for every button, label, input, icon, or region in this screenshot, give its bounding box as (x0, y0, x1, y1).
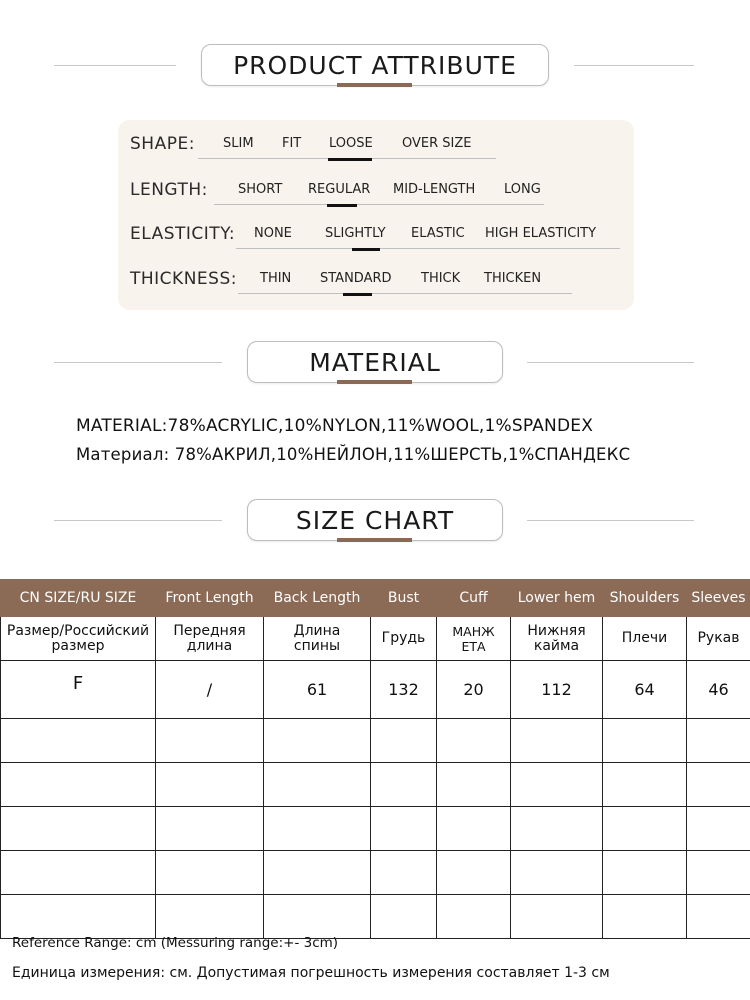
attribute-row-shape (118, 134, 634, 164)
column-header: Bust (371, 580, 437, 617)
table-cell (1, 851, 156, 895)
table-cell (603, 719, 687, 763)
table-cell (687, 807, 750, 851)
column-header-ru (687, 617, 750, 661)
table-cell (437, 851, 511, 895)
column-header-ru (264, 617, 371, 661)
table-cell: 20 (437, 661, 511, 719)
table-cell (437, 807, 511, 851)
table-cell: F (1, 661, 156, 719)
table-cell (1, 895, 156, 939)
table-cell (603, 851, 687, 895)
table-row-empty (1, 895, 750, 939)
attribute-option: THICKEN (484, 271, 542, 286)
column-header-ru-line: Нижняя (527, 622, 586, 639)
reference-note-ru: Единица измерения: см. Допустимая погрешность измерения составляет 1-3 см (12, 965, 610, 981)
column-header-ru (1, 617, 156, 661)
table-row-empty (1, 763, 750, 807)
column-header-ru-line: спины (293, 637, 341, 654)
section-title: PRODUCT ATTRIBUTE (233, 51, 517, 80)
column-header-ru (511, 617, 603, 661)
table-cell (603, 763, 687, 807)
divider (54, 65, 176, 66)
table-cell (156, 807, 264, 851)
table-cell (156, 719, 264, 763)
selected-marker (343, 293, 372, 296)
table-cell (264, 719, 371, 763)
column-header: Sleeves (687, 580, 750, 617)
selected-marker (327, 204, 357, 207)
column-header: Lower hem (511, 580, 603, 617)
section-title-pill (201, 44, 549, 86)
column-header-ru-line: кайма (533, 637, 580, 654)
section-title: SIZE CHART (295, 506, 455, 535)
table-cell: / (156, 661, 264, 719)
attribute-option: NONE (254, 226, 292, 241)
attribute-option-selected: STANDARD (320, 271, 392, 286)
title-underline (337, 83, 412, 87)
table-cell (264, 763, 371, 807)
table-cell (1, 763, 156, 807)
table-cell (371, 807, 437, 851)
column-header-ru-line: Грудь (381, 630, 426, 646)
attribute-option-selected: LOOSE (329, 136, 373, 151)
reference-note-en: Reference Range: cm (Messuring range:+- 3cm) (12, 935, 339, 951)
attribute-option: ELASTIC (411, 226, 465, 241)
table-cell (156, 851, 264, 895)
selected-marker (328, 158, 372, 161)
table-cell: 112 (511, 661, 603, 719)
attribute-option: THICK (421, 271, 461, 286)
attribute-option-selected: REGULAR (308, 182, 371, 197)
section-title-pill (247, 499, 503, 541)
column-header-ru-line: Длина (293, 622, 341, 639)
attribute-label: LENGTH: (130, 180, 208, 200)
column-header-ru (603, 617, 687, 661)
table-cell (603, 895, 687, 939)
table-cell: 64 (603, 661, 687, 719)
column-header-ru-line: размер (51, 637, 105, 654)
column-header-ru-line: Передняя (173, 622, 246, 639)
column-header-ru (156, 617, 264, 661)
table-cell (1, 807, 156, 851)
divider (527, 362, 694, 363)
selected-marker (352, 248, 380, 251)
attribute-option: LONG (504, 182, 541, 197)
attribute-label: THICKNESS: (130, 269, 237, 289)
table-header-row-ru (1, 617, 750, 661)
table-cell (511, 763, 603, 807)
table-cell: 46 (687, 661, 750, 719)
table-header-row (1, 580, 750, 617)
attribute-option: SLIM (223, 136, 254, 151)
table-cell (371, 763, 437, 807)
table-cell (156, 895, 264, 939)
table-cell (1, 719, 156, 763)
attribute-baseline (236, 248, 620, 249)
column-header-ru-line: Размер/Российский (6, 622, 150, 639)
table-row-empty (1, 851, 750, 895)
column-header-ru-line: ЕТА (461, 638, 486, 654)
attribute-option: FIT (282, 136, 302, 151)
column-header-ru-line: Рукав (697, 630, 740, 646)
table-cell (603, 807, 687, 851)
table-cell (511, 851, 603, 895)
attribute-label: ELASTICITY: (130, 224, 236, 244)
column-header-ru-line: Плечи (621, 630, 668, 646)
table-cell (264, 895, 371, 939)
table-cell (687, 763, 750, 807)
table-cell (511, 807, 603, 851)
column-header: Cuff (437, 580, 511, 617)
table-cell (687, 851, 750, 895)
attribute-baseline (214, 204, 544, 205)
attribute-label: SHAPE: (130, 134, 195, 154)
attribute-panel (118, 120, 634, 310)
attribute-row-length (118, 180, 634, 210)
column-header-ru (437, 617, 511, 661)
column-header-ru (371, 617, 437, 661)
table-cell (437, 895, 511, 939)
table-cell (371, 895, 437, 939)
table-row-empty (1, 719, 750, 763)
table-cell (264, 851, 371, 895)
table-cell (511, 895, 603, 939)
column-header: Front Length (156, 580, 264, 617)
column-header: Shoulders (603, 580, 687, 617)
divider (574, 65, 694, 66)
column-header-ru-line: длина (186, 637, 233, 654)
title-underline (337, 380, 412, 384)
attribute-option: THIN (260, 271, 292, 286)
column-header: Back Length (264, 580, 371, 617)
material-text-ru: Материал: 78%АКРИЛ,10%НЕЙЛОН,11%ШЕРСТЬ,1%СПАНДЕКС (76, 445, 631, 464)
material-text-en: MATERIAL:78%ACRYLIC,10%NYLON,11%WOOL,1%SPANDEX (76, 416, 594, 436)
table-cell (511, 719, 603, 763)
attribute-option: SHORT (238, 182, 283, 197)
attribute-option: MID-LENGTH (393, 182, 476, 197)
table-cell (437, 763, 511, 807)
attribute-row-thickness (118, 269, 634, 299)
table-cell: 61 (264, 661, 371, 719)
table-row-empty (1, 807, 750, 851)
divider (54, 520, 222, 521)
table-cell (156, 763, 264, 807)
size-chart-table (0, 579, 750, 939)
column-header-ru-line: МАНЖ (452, 623, 495, 639)
table-cell (687, 719, 750, 763)
table-cell (264, 807, 371, 851)
divider (54, 362, 222, 363)
attribute-option-selected: SLIGHTLY (325, 226, 386, 241)
title-underline (337, 538, 412, 542)
table-row (1, 661, 750, 719)
attribute-row-elasticity (118, 224, 634, 254)
table-cell (437, 719, 511, 763)
section-title-pill (247, 341, 503, 383)
table-cell (687, 895, 750, 939)
column-header: CN SIZE/RU SIZE (1, 580, 156, 617)
table-cell (371, 719, 437, 763)
section-title: MATERIAL (309, 348, 441, 377)
table-cell (371, 851, 437, 895)
divider (527, 520, 694, 521)
table-cell: 132 (371, 661, 437, 719)
attribute-baseline (238, 293, 572, 294)
attribute-option: HIGH ELASTICITY (485, 226, 597, 241)
attribute-option: OVER SIZE (402, 136, 472, 151)
